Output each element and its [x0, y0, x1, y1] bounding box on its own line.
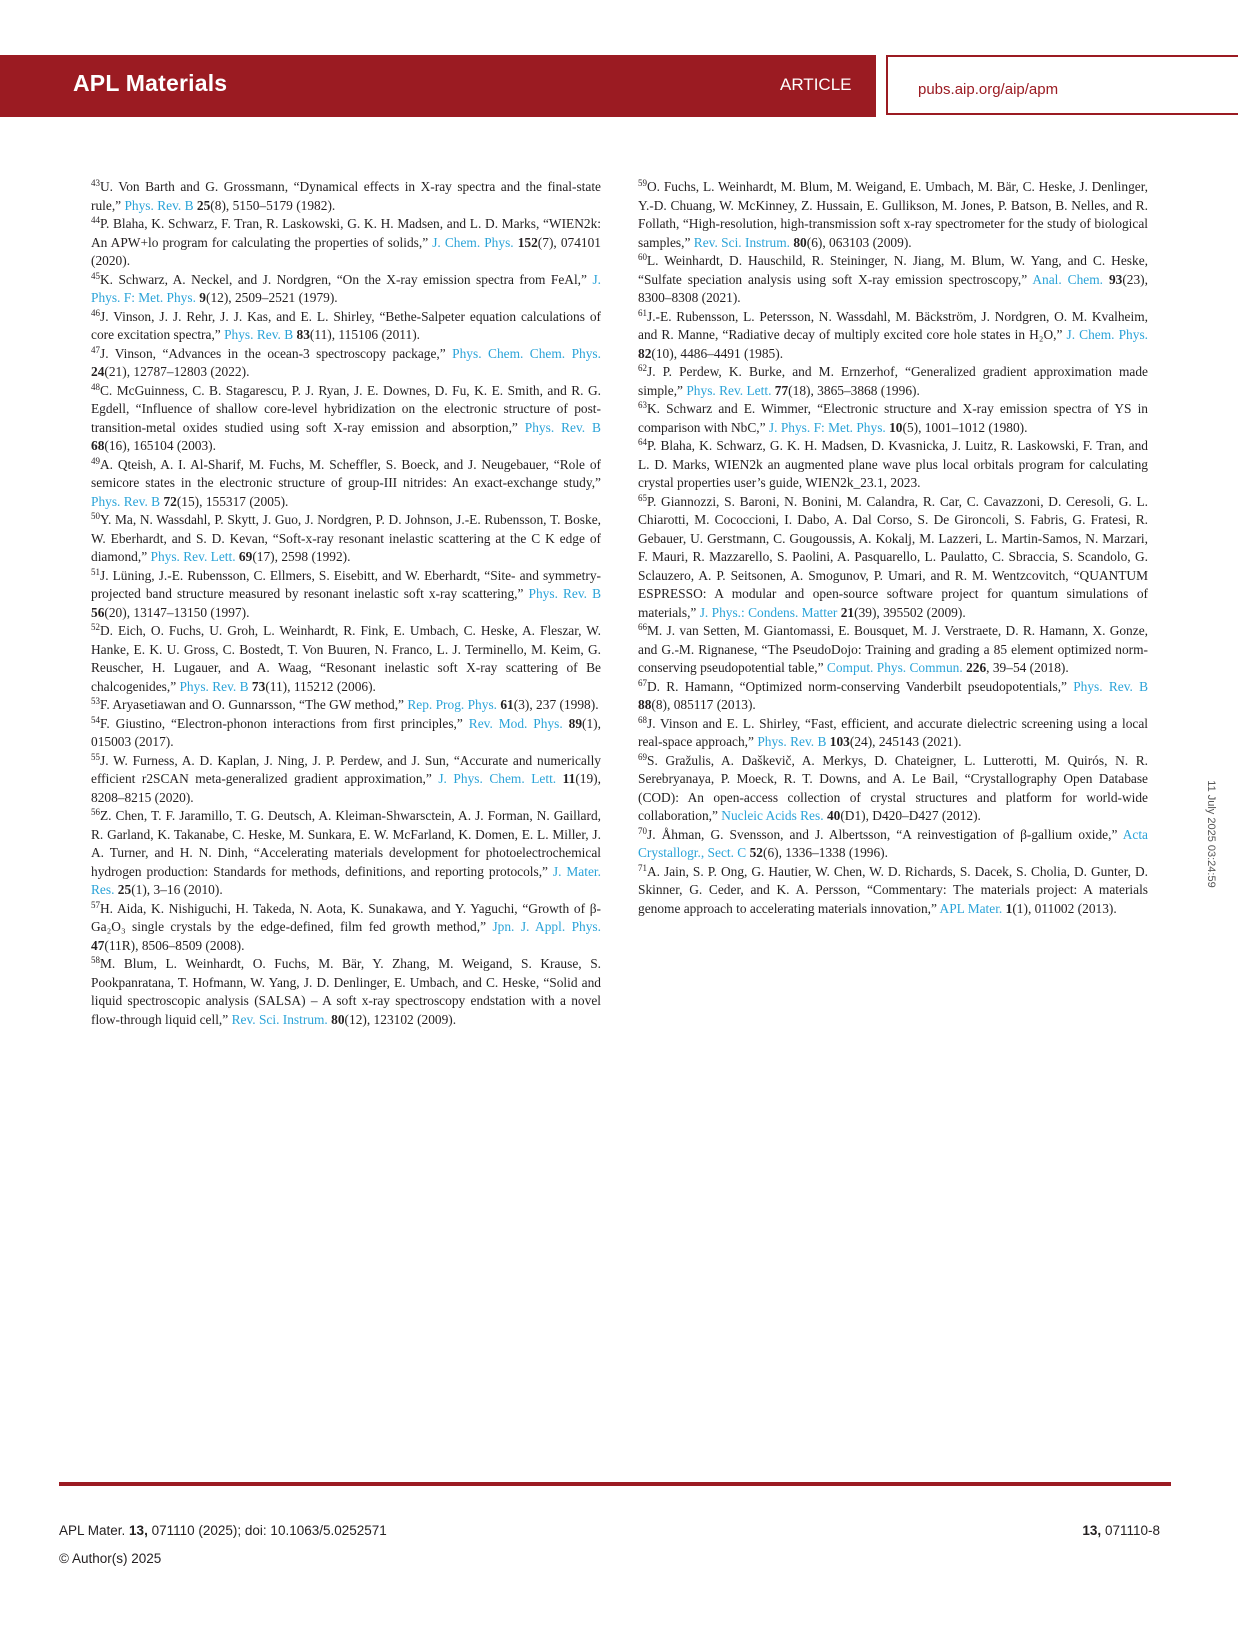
reference-text: D. Eich, O. Fuchs, U. Groh, L. Weinhardt, R. Fink, E. Umbach, C. Heske, A. Fleszar, W. Hanke, E. K. U. Gross, C. Bostedt, T. Von Buuren, N. Franco, L. J. Terminello, M. Keim, G. Reuscher, H. Lugauer, and A. Waag, “Resonant inelastic soft X-ray scattering of Be chalcogenides,”	[91, 623, 601, 694]
reference-text: J. Vinson, “Advances in the ocean-3 spectroscopy package,”	[100, 345, 453, 361]
reference-item	[638, 493, 1148, 623]
reference-journal-link[interactable]: Phys. Rev. B	[1073, 678, 1149, 694]
reference-item	[91, 696, 601, 715]
reference-text: J. P. Perdew, K. Burke, and M. Ernzerhof, “Generalized gradient approximation made simple,”	[638, 364, 1148, 398]
reference-volume: 10	[889, 419, 903, 435]
reference-number: 55	[91, 751, 100, 762]
article-label: ARTICLE	[780, 75, 852, 94]
references-right-column	[638, 178, 1148, 918]
reference-volume: 11	[562, 771, 576, 786]
footer-page-id: 071110-8	[1104, 1523, 1160, 1538]
reference-pages: (15), 155317 (2005).	[176, 493, 289, 509]
reference-journal-link[interactable]: Acta Crystallogr., Sect. C	[638, 826, 1148, 860]
reference-item	[91, 345, 601, 382]
reference-number: 54	[91, 714, 100, 725]
reference-item	[638, 178, 1148, 252]
reference-text: J. W. Furness, A. D. Kaplan, J. Ning, J. P. Perdew, and J. Sun, “Accurate and numerically efficient r2SCAN meta-generalized gradient approximation,”	[91, 752, 601, 786]
reference-pages: (12), 2509–2521 (1979).	[205, 290, 338, 305]
reference-pages: (10), 4486–4491 (1985).	[651, 345, 784, 361]
reference-item	[91, 456, 601, 512]
footer-citation-prefix: APL Mater.	[59, 1523, 126, 1538]
reference-volume: 9	[199, 290, 206, 305]
reference-volume: 152	[517, 234, 538, 250]
reference-item	[638, 308, 1148, 364]
reference-item	[91, 752, 601, 808]
reference-number: 59	[638, 178, 647, 188]
footer-citation	[59, 1523, 387, 1538]
reference-number: 58	[91, 955, 100, 965]
reference-number: 70	[638, 825, 647, 836]
reference-pages: (3), 237 (1998).	[513, 697, 599, 712]
reference-number: 47	[91, 344, 100, 355]
reference-volume: 47	[91, 937, 105, 953]
reference-text: U. Von Barth and G. Grossmann, “Dynamical effects in X-ray spectra and the final-state rule,”	[91, 179, 601, 213]
reference-volume: 89	[568, 715, 583, 731]
reference-volume: 61	[500, 697, 514, 712]
reference-pages: (24), 245143 (2021).	[849, 734, 962, 749]
reference-item	[91, 715, 601, 752]
reference-journal-link[interactable]: J. Phys. Chem. Lett.	[438, 771, 557, 786]
reference-journal-link[interactable]: Rev. Sci. Instrum.	[693, 234, 790, 250]
reference-pages: (7), 074101 (2020).	[91, 234, 601, 268]
reference-pages: (1), 3–16 (2010).	[131, 882, 223, 897]
reference-item	[91, 807, 601, 900]
reference-item	[91, 178, 601, 215]
reference-journal-link[interactable]: Jpn. J. Appl. Phys.	[492, 919, 601, 934]
reference-pages: (39), 395502 (2009).	[854, 604, 966, 620]
reference-number: 53	[91, 696, 100, 706]
footer-page-number	[1082, 1523, 1160, 1538]
reference-number: 51	[91, 566, 100, 577]
reference-item	[91, 382, 601, 456]
footer-rule	[59, 1482, 1171, 1486]
journal-name: APL Materials	[73, 70, 228, 96]
reference-pages: (23), 8300–8308 (2021).	[638, 271, 1148, 305]
reference-volume: 82	[638, 345, 652, 361]
reference-number: 43	[91, 178, 100, 188]
footer-copyright: © Author(s) 2025	[59, 1551, 162, 1566]
reference-journal-link[interactable]: Phys. Chem. Chem. Phys.	[452, 345, 601, 361]
reference-number: 71	[638, 862, 647, 873]
reference-journal-link[interactable]: J. Mater. Res.	[91, 863, 601, 897]
reference-pages: (20), 13147–13150 (1997).	[104, 604, 250, 620]
reference-pages: (18), 3865–3868 (1996).	[788, 382, 920, 398]
reference-pages: (6), 1336–1338 (1996).	[763, 845, 888, 860]
reference-journal-link[interactable]: Phys. Rev. B	[91, 493, 161, 509]
reference-item	[638, 622, 1148, 678]
reference-pages: (D1), D420–D427 (2012).	[840, 808, 981, 823]
reference-journal-link[interactable]: Phys. Rev. B	[179, 678, 249, 694]
reference-number: 66	[638, 622, 647, 632]
reference-pages: (11), 115106 (2011).	[309, 327, 421, 342]
reference-item	[91, 900, 601, 956]
reference-number: 46	[91, 307, 100, 318]
reference-volume: 68	[91, 438, 105, 453]
reference-pages: (1), 011002 (2013).	[1012, 900, 1117, 916]
reference-volume: 226	[966, 660, 987, 675]
download-timestamp	[1203, 768, 1219, 908]
references-left-column	[91, 178, 601, 1029]
reference-text: J.-E. Rubensson, L. Petersson, N. Wassdahl, M. Bäckström, J. Nordgren, O. M. Kvalheim, and R. Manne, “Radiative decay of multiply excited core hole states in H₂O,”	[638, 308, 1148, 342]
reference-volume: 83	[296, 327, 310, 342]
reference-journal-link[interactable]: J. Chem. Phys.	[432, 234, 514, 250]
reference-number: 57	[91, 899, 100, 910]
reference-item	[91, 622, 601, 696]
reference-journal-link[interactable]: Phys. Rev. B	[524, 419, 601, 435]
reference-journal-link[interactable]: Rep. Prog. Phys.	[407, 697, 497, 712]
reference-pages: (17), 2598 (1992).	[252, 549, 351, 564]
reference-text: Z. Chen, T. F. Jaramillo, T. G. Deutsch, A. Kleiman-Shwarsctein, A. J. Forman, N. Gaillard, R. Garland, K. Takanabe, C. Heske, M. Sunkara, E. W. McFarland, K. Domen, E. L. Miller, J. A. Turner, and H. N. Dinh, “Accelerating materials development for photoelectrochemical hydrogen production: Standards for methods, definitions, and reporting protocols,”	[91, 808, 601, 879]
reference-item	[91, 271, 601, 308]
reference-journal-link[interactable]: J. Phys. F: Met. Phys.	[91, 271, 601, 305]
reference-text: P. Blaha, K. Schwarz, G. K. H. Madsen, D. Kvasnicka, J. Luitz, R. Laskowski, F. Tran, and L. D. Marks, WIEN2k an augmented plane wave plus local orbitals program for calculating crystal properties user’s guide, WIEN2k_23.1, 2023.	[638, 438, 1148, 490]
reference-number: 69	[638, 751, 647, 762]
reference-number: 50	[91, 511, 100, 521]
reference-text: D. R. Hamann, “Optimized norm-conserving Vanderbilt pseudopotentials,”	[647, 678, 1074, 694]
reference-volume: 56	[91, 604, 105, 620]
reference-number: 44	[91, 215, 100, 225]
reference-journal-link[interactable]: Comput. Phys. Commun.	[826, 660, 963, 675]
url-box	[886, 55, 1238, 115]
reference-volume: 73	[251, 678, 266, 694]
reference-text: H. Aida, K. Nishiguchi, H. Takeda, N. Aota, K. Sunakawa, and Y. Yaguchi, “Growth of β-Ga₂O₃ single crystals by the edge-defined, film fed growth method,”	[91, 900, 601, 934]
reference-number: 52	[91, 622, 100, 632]
reference-item	[91, 215, 601, 271]
reference-number: 48	[91, 381, 100, 392]
reference-volume: 25	[196, 197, 211, 213]
reference-text: J. Vinson and E. L. Shirley, “Fast, efficient, and accurate dielectric screening using a local real-space approach,”	[638, 715, 1148, 749]
reference-journal-link[interactable]: J. Phys. F: Met. Phys.	[768, 419, 886, 435]
reference-journal-link[interactable]: Rev. Sci. Instrum.	[231, 1011, 328, 1027]
footer-citation-volume: 13,	[129, 1523, 148, 1538]
reference-text: P. Blaha, K. Schwarz, F. Tran, R. Laskowski, G. K. H. Madsen, and L. D. Marks, “WIEN2k: An APW+lo program for calculating the properties of solids,”	[91, 216, 601, 250]
reference-item	[91, 308, 601, 345]
reference-volume: 93	[1108, 271, 1123, 287]
reference-number: 60	[638, 252, 647, 262]
reference-item	[91, 955, 601, 1029]
reference-journal-link[interactable]: Nucleic Acids Res.	[721, 808, 824, 823]
reference-text: K. Schwarz, A. Neckel, and J. Nordgren, “On the X-ray emission spectra from FeAl,”	[100, 271, 593, 287]
reference-journal-link[interactable]: Rev. Mod. Phys.	[468, 715, 563, 731]
reference-volume: 21	[840, 604, 855, 620]
reference-volume: 88	[638, 697, 652, 712]
reference-item	[638, 678, 1148, 715]
reference-number: 56	[91, 807, 100, 817]
reference-journal-link[interactable]: Phys. Rev. B	[224, 327, 294, 342]
reference-text: M. J. van Setten, M. Giantomassi, E. Bousquet, M. J. Verstraete, D. R. Hamann, X. Gonze, and G.-M. Rignanese, “The PseudoDojo: Training and grading a 85 element optimized norm-conserving pseudopotential table,”	[638, 623, 1148, 675]
reference-journal-link[interactable]: APL Mater.	[939, 900, 1003, 916]
reference-volume: 52	[749, 845, 763, 860]
reference-journal-link[interactable]: Phys. Rev. Lett.	[150, 549, 236, 564]
reference-journal-link[interactable]: Phys. Rev. B	[124, 197, 194, 213]
reference-number: 49	[91, 455, 100, 466]
reference-item	[638, 437, 1148, 493]
reference-item	[638, 252, 1148, 308]
reference-item	[638, 400, 1148, 437]
reference-text: O. Fuchs, L. Weinhardt, M. Blum, M. Weigand, E. Umbach, M. Bär, C. Heske, J. Denlinger, Y.-D. Chuang, W. McKinney, Z. Hussain, E. Gullikson, M. Jones, P. Batson, B. Nelles, and R. Follath, “High-resolution, high-transmission soft x-ray spectrometer for the study of biological samples,”	[638, 179, 1148, 250]
reference-text: F. Aryasetiawan and O. Gunnarsson, “The GW method,”	[100, 697, 408, 712]
download-timestamp-text: 11 July 2025 03:24:59	[1205, 780, 1217, 888]
reference-number: 67	[638, 677, 647, 688]
reference-volume: 25	[117, 882, 132, 897]
reference-text: J. Lüning, J.-E. Rubensson, C. Ellmers, S. Eisebitt, and W. Eberhardt, “Site- and symmetry-projected band structure measured by resonant inelastic soft x-ray scattering,”	[91, 567, 601, 601]
reference-journal-link[interactable]: Anal. Chem.	[1032, 271, 1103, 287]
reference-journal-link[interactable]: J. Chem. Phys.	[1066, 327, 1148, 342]
reference-pages: (5), 1001–1012 (1980).	[902, 419, 1028, 435]
reference-pages: (8), 085117 (2013).	[651, 697, 756, 712]
journal-url-link[interactable]: pubs.aip.org/aip/apm	[918, 81, 1059, 98]
reference-pages: (12), 123102 (2009).	[344, 1011, 457, 1027]
reference-number: 64	[638, 437, 647, 447]
reference-text: S. Gražulis, A. Daškevič, A. Merkys, D. Chateigner, L. Lutterotti, M. Quirós, N. R. Serebryanaya, P. Moeck, R. T. Downs, and A. Le Bail, “Crystallography Open Database (COD): An open-access collection of crystal structures and platform for world-wide collaboration,”	[638, 752, 1148, 823]
reference-pages: (21), 12787–12803 (2022).	[104, 364, 250, 379]
reference-volume: 72	[163, 493, 177, 509]
reference-volume: 77	[774, 382, 789, 398]
reference-journal-link[interactable]: Phys. Rev. Lett.	[686, 382, 772, 398]
reference-volume: 40	[826, 808, 841, 823]
reference-number: 62	[638, 363, 647, 373]
reference-text: J. Åhman, G. Svensson, and J. Albertsson, “A reinvestigation of β-gallium oxide,”	[647, 826, 1123, 842]
reference-text: C. McGuinness, C. B. Stagarescu, P. J. Ryan, J. E. Downes, D. Fu, K. E. Smith, and R. G. Egdell, “Influence of shallow core-level hybridization on the electronic structure of post-transition-metal oxides studied using soft X-ray emission and absorption,”	[91, 382, 601, 435]
reference-item	[638, 715, 1148, 752]
reference-volume: 69	[238, 549, 253, 564]
reference-text: K. Schwarz and E. Wimmer, “Electronic structure and X-ray emission spectra of YS in comparison with NbC,”	[638, 401, 1148, 435]
reference-pages: (6), 063103 (2009).	[806, 234, 912, 250]
footer-citation-doi[interactable]: 071110 (2025); doi: 10.1063/5.0252571	[151, 1523, 387, 1538]
reference-number: 61	[638, 307, 647, 318]
reference-number: 65	[638, 492, 647, 503]
reference-item	[91, 567, 601, 623]
reference-volume: 24	[91, 364, 105, 379]
reference-journal-link[interactable]: Phys. Rev. B	[757, 734, 827, 749]
reference-volume: 1	[1005, 900, 1013, 916]
reference-volume: 103	[829, 734, 850, 749]
reference-journal-link[interactable]: J. Phys.: Condens. Matter	[699, 604, 838, 620]
footer-page-volume: 13,	[1082, 1523, 1102, 1538]
reference-text: A. Jain, S. P. Ong, G. Hautier, W. Chen, W. D. Richards, S. Dacek, S. Cholia, D. Gunter, D. Skinner, G. Ceder, and K. A. Persson, “Commentary: The materials project: A materials genome approach to accelerating materials innovation,”	[638, 863, 1148, 916]
reference-pages: (16), 165104 (2003).	[104, 438, 216, 453]
reference-text: M. Blum, L. Weinhardt, O. Fuchs, M. Bär, Y. Zhang, M. Weigand, S. Krause, S. Pookpanratana, T. Hofmann, W. Yang, J. D. Denlinger, E. Umbach, and C. Heske, “Solid and liquid spectroscopic analysis (SALSA) – A soft x-ray spectroscopy endstation with a novel flow-through liquid cell,”	[91, 956, 601, 1027]
reference-text: A. Qteish, A. I. Al-Sharif, M. Fuchs, M. Scheffler, S. Boeck, and J. Neugebauer, “Role of semicore states in the electronic structure of group-III nitrides: An exact-exchange study,”	[91, 456, 601, 490]
reference-volume: 80	[793, 234, 807, 250]
reference-pages: (11R), 8506–8509 (2008).	[104, 937, 245, 953]
reference-item	[638, 752, 1148, 826]
reference-item	[91, 511, 601, 567]
reference-pages: (8), 5150–5179 (1982).	[210, 197, 336, 213]
reference-pages: (19), 8208–8215 (2020).	[91, 771, 601, 805]
reference-number: 68	[638, 714, 647, 725]
reference-number: 63	[638, 400, 647, 410]
reference-item	[638, 826, 1148, 863]
reference-item	[638, 863, 1148, 919]
reference-text: F. Giustino, “Electron-phonon interactions from first principles,”	[100, 715, 469, 731]
reference-pages: (11), 115212 (2006).	[265, 678, 376, 694]
reference-text: P. Giannozzi, S. Baroni, N. Bonini, M. Calandra, R. Car, C. Cavazzoni, D. Ceresoli, G. L. Chiarotti, M. Cococcioni, I. Dabo, A. Dal Corso, S. De Gironcoli, S. Fabris, G. Fratesi, R. Gebauer, U. Gerstmann, C. Gougoussis, A. Kokalj, M. Lazzeri, L. Martin-Samos, N. Marzari, F. Mauri, R. Mazzarello, S. Paolini, A. Pasquarello, L. Paulatto, C. Sbraccia, S. Scandolo, G. Sclauzero, A. P. Seitsonen, A. Smogunov, P. Umari, and R. M. Wentzcovitch, “QUANTUM ESPRESSO: A modular and open-source software project for quantum simulations of materials,”	[638, 493, 1148, 620]
reference-item	[638, 363, 1148, 400]
reference-journal-link[interactable]: Phys. Rev. B	[528, 586, 602, 601]
reference-pages: (1), 015003 (2017).	[91, 715, 601, 749]
reference-pages: , 39–54 (2018).	[986, 660, 1069, 675]
reference-number: 45	[91, 270, 100, 281]
reference-text: J. Vinson, J. J. Rehr, J. J. Kas, and E. L. Shirley, “Bethe-Salpeter equation calculations of core excitation spectra,”	[91, 308, 601, 342]
reference-volume: 80	[331, 1011, 345, 1027]
reference-text: L. Weinhardt, D. Hauschild, R. Steininger, N. Jiang, M. Blum, W. Yang, and C. Heske, “Sulfate speciation analysis using soft X-ray emission spectroscopy,”	[638, 253, 1148, 287]
reference-text: Y. Ma, N. Wassdahl, P. Skytt, J. Guo, J. Nordgren, P. D. Johnson, J.-E. Rubensson, T. Boske, W. Eberhardt, and S. D. Kevan, “Soft-x-ray resonant inelastic scattering at the C K edge of diamond,”	[91, 512, 601, 564]
